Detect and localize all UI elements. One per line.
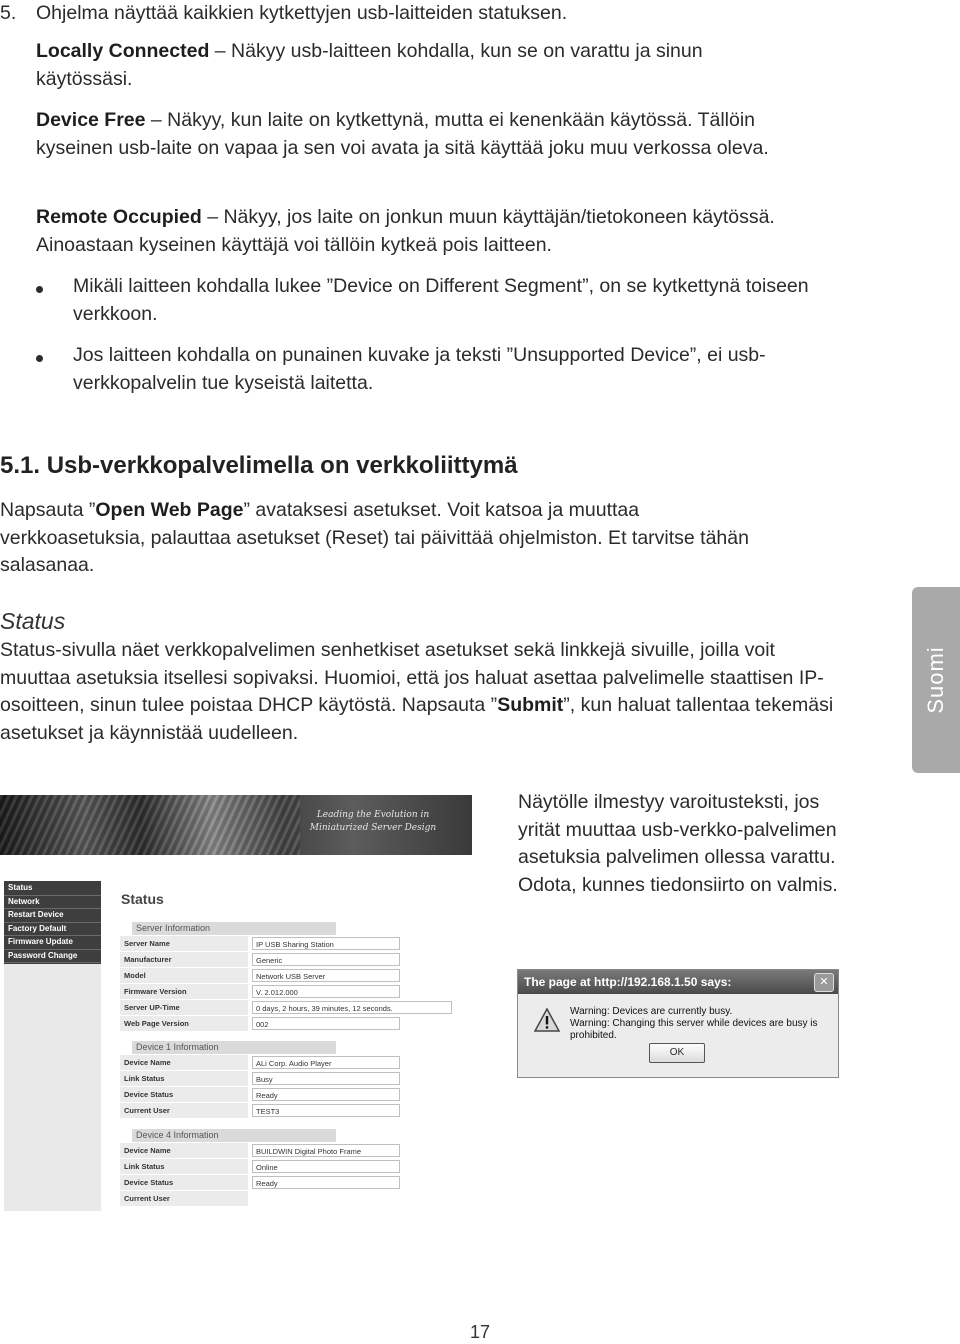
- table-row: [120, 1191, 465, 1206]
- status-paragraph: [0, 637, 850, 747]
- row-value: TEST3: [252, 1104, 400, 1117]
- desc-remote-occupied: – Näkyy, jos laite on jonkun muun käyttäjän/tietokoneen käytössä. Ainoastaan kyseinen käyttäjä voi tällöin kytkeä pois laitteen.: [36, 206, 775, 256]
- desc-device-free: – Näkyy, kun laite on kytkettynä, mutta ei kenenkään käytössä. Tällöin kyseinen usb-laite on vapaa ja sen voi avata ja sitä käyttää joku muu verkossa oleva.: [36, 109, 769, 159]
- device-4-header: Device 4 Information: [132, 1129, 336, 1142]
- row-label: Device Name: [120, 1055, 248, 1070]
- side-note: Näytölle ilmestyy varoitusteksti, jos yrität muuttaa usb-verkko-palvelimen asetuksia palvelimen ollessa varattu. Odota, kunnes tiedonsiirto on valmis.: [518, 791, 838, 896]
- table-row: [120, 968, 465, 983]
- bullet-dot: [36, 286, 43, 293]
- close-icon[interactable]: ✕: [814, 973, 834, 992]
- language-tab-label: Suomi: [923, 646, 948, 714]
- ok-button[interactable]: OK: [649, 1043, 705, 1063]
- bullet-unsupported-device: Jos laitteen kohdalla on punainen kuvake ja teksti ”Unsupported Device”, ei usb-verkkopalvelin tue kyseistä laitetta.: [73, 344, 766, 394]
- warning-icon: [534, 1008, 560, 1032]
- list-item-text: Ohjelma näyttää kaikkien kytkettyjen usb-laitteiden statuksen.: [36, 2, 568, 24]
- section-paragraph: [0, 497, 780, 580]
- text-fragment: ”, kun haluat tallentaa tekemäsi asetukset ja käynnistää uudelleen.: [0, 694, 834, 744]
- row-label: Current User: [120, 1103, 248, 1118]
- row-value: 0 days, 2 hours, 39 minutes, 12 seconds.: [252, 1001, 452, 1014]
- text-fragment: ” avataksesi asetukset. Voit katsoa ja muuttaa verkkoasetuksia, palauttaa asetukset (Reset) tai päivittää ohjelmiston. Et tarvitse tähän salasanaa.: [0, 499, 749, 576]
- table-row: [120, 1175, 465, 1190]
- row-value: ALi Corp. Audio Player: [252, 1056, 400, 1069]
- row-value: Ready: [252, 1176, 400, 1189]
- submit-term: Submit: [497, 694, 564, 716]
- menu-item-network[interactable]: Network: [4, 896, 101, 910]
- web-interface-screenshot: [0, 795, 472, 1210]
- menu-list: [4, 881, 101, 964]
- banner-line: Leading the Evolution in: [316, 810, 430, 820]
- row-value: V. 2.012.000: [252, 985, 400, 998]
- dialog-line: Warning: Changing this server while devices are busy is prohibited.: [570, 1018, 818, 1041]
- row-value: [252, 1192, 400, 1205]
- row-label: Link Status: [120, 1071, 248, 1086]
- open-web-page-term: Open Web Page: [95, 499, 244, 521]
- row-value: IP USB Sharing Station: [252, 937, 400, 950]
- row-label: Web Page Version: [120, 1016, 248, 1031]
- row-label: Current User: [120, 1191, 248, 1206]
- menu-item-factory-default[interactable]: Factory Default: [4, 923, 101, 937]
- row-value: Ready: [252, 1088, 400, 1101]
- text-fragment: Napsauta ”: [0, 499, 96, 521]
- desc-locally-connected: – Näkyy usb-laitteen kohdalla, kun se on varattu ja sinun käytössäsi.: [36, 40, 703, 90]
- row-value: Network USB Server: [252, 969, 400, 982]
- row-label: Server Name: [120, 936, 248, 951]
- row-label: Firmware Version: [120, 984, 248, 999]
- term-remote-occupied: Remote Occupied: [36, 206, 202, 228]
- table-row: [120, 952, 465, 967]
- warning-dialog: [517, 969, 839, 1078]
- menu-item-password-change[interactable]: Password Change: [4, 950, 101, 964]
- row-label: Device Name: [120, 1143, 248, 1158]
- row-label: Device Status: [120, 1175, 248, 1190]
- status-remote-occupied: [36, 204, 806, 259]
- row-value: Generic: [252, 953, 400, 966]
- server-info-header: Server Information: [132, 922, 336, 935]
- web-side-menu: [4, 881, 101, 1211]
- table-row: [120, 1103, 465, 1118]
- table-row: [120, 1071, 465, 1086]
- row-label: Model: [120, 968, 248, 983]
- row-label: Device Status: [120, 1087, 248, 1102]
- menu-item-status[interactable]: Status: [4, 882, 101, 896]
- table-row: [120, 1016, 465, 1031]
- section-heading: 5.1. Usb-verkkopalvelimella on verkkoliittymä: [0, 452, 518, 479]
- status-locally-connected: [36, 38, 796, 93]
- page-number: 17: [469, 1322, 491, 1342]
- banner-line: Miniaturized Server Design: [309, 823, 437, 833]
- status-heading: Status: [0, 608, 66, 634]
- row-value: Busy: [252, 1072, 400, 1085]
- row-label: Server UP-Time: [120, 1000, 248, 1015]
- row-value: 002: [252, 1017, 400, 1030]
- table-row: [120, 1159, 465, 1174]
- term-device-free: Device Free: [36, 109, 146, 131]
- device-1-header: Device 1 Information: [132, 1041, 336, 1054]
- term-locally-connected: Locally Connected: [36, 40, 210, 62]
- row-value: Online: [252, 1160, 400, 1173]
- banner-graphic: [0, 795, 300, 855]
- web-page-title: Status: [121, 891, 164, 907]
- dialog-title: The page at http://192.168.1.50 says:: [518, 970, 838, 994]
- status-device-free: [36, 107, 796, 162]
- language-tab: [912, 587, 960, 773]
- table-row: [120, 1087, 465, 1102]
- row-label: Link Status: [120, 1159, 248, 1174]
- table-row: [120, 1143, 465, 1158]
- text-fragment: Status-sivulla näet verkkopalvelimen senhetkiset asetukset sekä linkkejä sivuille, joilla voit muuttaa asetuksia itsellesi sopivaksi. Huomioi, että jos haluat asettaa palvelimelle staattisen IP-osoitteen, sinun tulee poistaa DHCP käytöstä. Napsauta ”: [0, 639, 824, 716]
- dialog-message: [570, 1006, 838, 1042]
- menu-item-firmware-update[interactable]: Firmware Update: [4, 936, 101, 950]
- web-banner: [0, 795, 472, 855]
- banner-text: [298, 809, 448, 835]
- table-row: [120, 936, 465, 951]
- table-row: [120, 1000, 465, 1015]
- bullet-different-segment: Mikäli laitteen kohdalla lukee ”Device on Different Segment”, on se kytkettynä toiseen verkkoon.: [73, 275, 809, 325]
- list-number: 5.: [0, 2, 17, 24]
- bullet-dot: [36, 355, 43, 362]
- row-label: Manufacturer: [120, 952, 248, 967]
- table-row: [120, 1055, 465, 1070]
- menu-item-restart-device[interactable]: Restart Device: [4, 909, 101, 923]
- table-row: [120, 984, 465, 999]
- row-value: BUILDWIN Digital Photo Frame: [252, 1144, 400, 1157]
- dialog-line: Warning: Devices are currently busy.: [570, 1006, 733, 1017]
